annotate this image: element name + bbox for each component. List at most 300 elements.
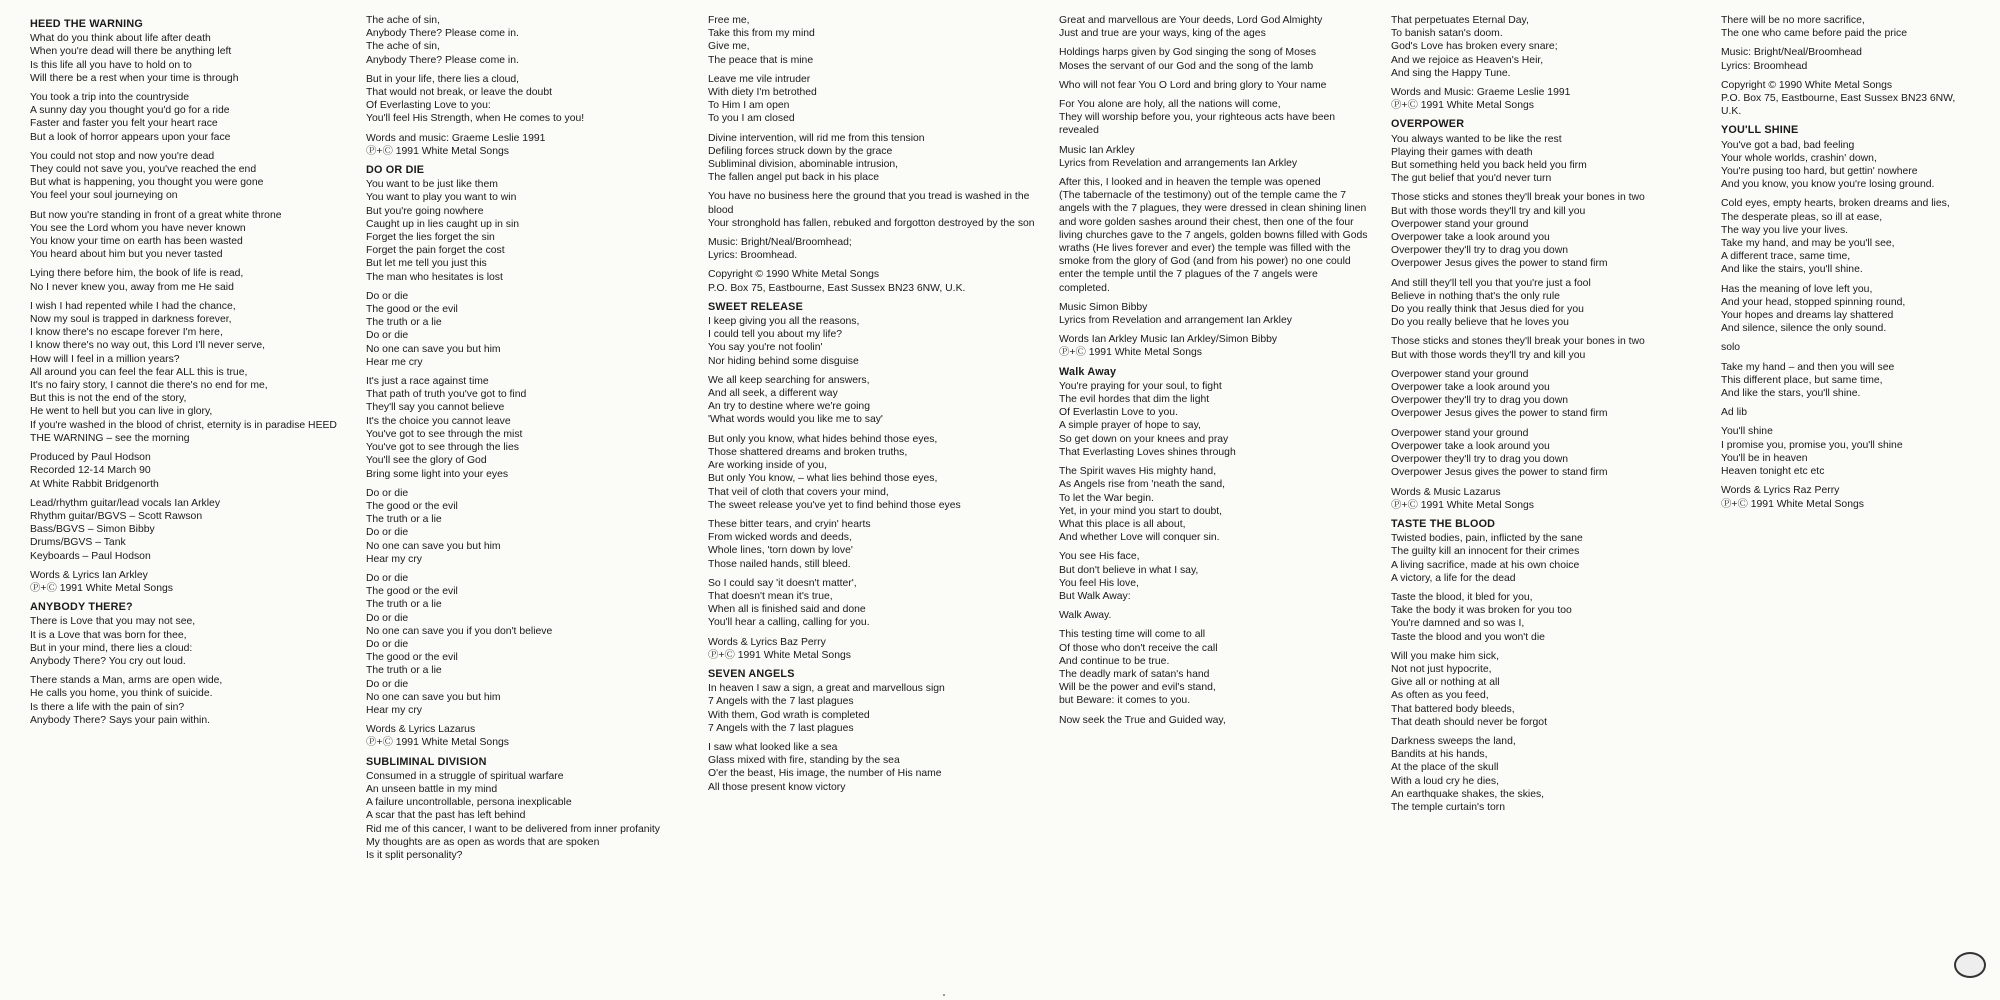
lyric-line: Your stronghold has fallen, rebuked and forgotton destroyed by the son (708, 217, 1035, 229)
verse-block (366, 487, 684, 566)
lyric-line: And you know, you know you're losing ground. (1721, 179, 1935, 191)
lyric-line: Keyboards – Paul Hodson (30, 550, 151, 562)
lyric-line: You know your time on earth has been wasted (30, 236, 243, 248)
verse-block (1721, 361, 1956, 401)
lyric-line: You've got a bad, bad feeling (1721, 139, 1855, 151)
verse-block (1721, 406, 1956, 419)
lyric-line: You feel His love, (1059, 577, 1139, 589)
verse-block (1721, 425, 1956, 478)
song-title: TASTE THE BLOOD (1391, 517, 1496, 530)
lyric-line: No one can save you but him (366, 540, 501, 552)
lyric-line: But let me tell you just this (366, 258, 487, 270)
lyric-line: Rhythm guitar/BGVS – Scott Rawson (30, 510, 203, 522)
verse-block (708, 268, 1039, 294)
song-title: ANYBODY THERE? (30, 601, 133, 614)
verse-block (708, 190, 1039, 230)
lyric-line: Recorded 12-14 March 90 (30, 465, 151, 477)
lyric-line: Of those who don't receive the call (1059, 642, 1218, 654)
lyric-line: Copyright © 1990 White Metal Songs (1721, 79, 1893, 91)
lyrics-column-1 (30, 14, 360, 990)
lyric-line: And all seek, a different way (708, 388, 838, 400)
lyric-line: Do or die (366, 572, 409, 584)
lyric-line: You took a trip into the countryside (30, 92, 190, 104)
lyric-line: No one can save you if you don't believe (366, 625, 553, 637)
lyric-line: He calls you home, you think of suicide. (30, 688, 213, 700)
lyric-line: But don't believe in what I say, (1059, 564, 1199, 576)
lyric-line: The desperate pleas, so ill at ease, (1721, 211, 1883, 223)
verse-block (30, 674, 346, 727)
song-section (708, 301, 1039, 368)
lyric-line: No one can save you but him (366, 691, 501, 703)
lyric-line: That path of truth you've got to find (366, 389, 527, 401)
lyric-line: At the place of the skull (1391, 762, 1499, 774)
song-section (366, 164, 684, 284)
verse-block (1059, 333, 1371, 359)
lyric-line: And still they'll tell you that you're just a fool (1391, 277, 1591, 289)
lyric-line: Your hopes and dreams lay shattered (1721, 310, 1894, 322)
lyric-line: That veil of cloth that covers your mind, (708, 486, 889, 498)
lyric-line: Forget the pain forget the cost (366, 245, 505, 257)
verse-block (1059, 550, 1371, 603)
lyric-line: But in your mind, there lies a cloud: (30, 642, 193, 654)
verse-block (1391, 277, 1701, 330)
lyric-line: Anybody There? Please come in. (366, 28, 519, 40)
verse-block (708, 636, 1039, 662)
lyric-line: Music Simon Bibby (1059, 301, 1148, 313)
lyric-line: As often as you feed, (1391, 690, 1489, 702)
lyric-line: Now seek the True and Guided way, (1059, 714, 1226, 726)
lyric-line: Overpower they'll try to drag you down (1391, 245, 1568, 257)
lyric-line: Lead/rhythm guitar/lead vocals Ian Arkley (30, 497, 221, 509)
lyric-line: The fallen angel put back in his place (708, 172, 879, 184)
lyric-line: With a loud cry he dies, (1391, 775, 1499, 787)
verse-block (1059, 98, 1371, 138)
lyric-line: Ⓟ+Ⓒ 1991 White Metal Songs (366, 737, 509, 749)
verse-block (1391, 486, 1701, 512)
lyric-line: You feel your soul journeying on (30, 190, 178, 202)
lyric-line: Music Ian Arkley (1059, 144, 1135, 156)
lyric-line: 'What words would you like me to say' (708, 414, 883, 426)
verse-block (1059, 609, 1371, 622)
lyric-line: Words & Music Lazarus (1391, 486, 1501, 498)
lyric-line: No I never knew you, away from me He said (30, 281, 234, 293)
lyric-line: It's no fairy story, I cannot die there's no end for me, (30, 380, 268, 392)
lyric-line: And we rejoice as Heaven's Heir, (1391, 54, 1544, 66)
lyric-line: but Beware: it comes to you. (1059, 695, 1191, 707)
lyric-line: Anybody There? Says your pain within. (30, 714, 211, 726)
lyric-line: Heaven tonight etc etc (1721, 466, 1825, 478)
lyric-line: To you I am closed (708, 113, 795, 125)
lyric-line: Consumed in a struggle of spiritual warfare (366, 770, 564, 782)
lyric-line: Those sticks and stones they'll break your bones in two (1391, 336, 1645, 348)
song-title: OVERPOWER (1391, 118, 1465, 131)
lyric-line: They could not save you, you've reached the end (30, 164, 257, 176)
lyric-line: Your whole worlds, crashin' down, (1721, 152, 1877, 164)
lyric-line: No one can save you but him (366, 343, 501, 355)
lyric-line: It's just a race against time (366, 376, 489, 388)
verse-block (1059, 714, 1371, 727)
song-section (1721, 124, 1956, 191)
lyric-line: Do or die (366, 487, 409, 499)
lyric-line: Taste the blood, it bled for you, (1391, 591, 1533, 603)
lyric-line: Hear my cry (366, 553, 422, 565)
lyric-line: But a look of horror appears upon your face (30, 131, 231, 143)
verse-block (1721, 484, 1956, 510)
lyric-line: That battered body bleeds, (1391, 703, 1515, 715)
verse-block (708, 132, 1039, 185)
lyric-line: The evil hordes that dim the light (1059, 394, 1210, 406)
lyric-line: You always wanted to be like the rest (1391, 133, 1562, 145)
lyric-line: But now you're standing in front of a great white throne (30, 209, 282, 221)
lyrics-column-6 (1715, 14, 1970, 990)
lyric-line: Those nailed hands, still bleed. (708, 558, 851, 570)
song-section (1391, 118, 1701, 185)
lyric-line: You say you're not foolin' (708, 342, 823, 354)
lyric-line: Music: Bright/Neal/Broomhead; (708, 237, 852, 249)
lyric-line: All around you can feel the fear ALL this is true, (30, 366, 248, 378)
lyric-line: In heaven I saw a sign, a great and marvellous sign (708, 683, 945, 695)
lyric-line: Do or die (366, 527, 409, 539)
lyric-line: All those present know victory (708, 781, 846, 793)
lyric-line: A different trace, same time, (1721, 251, 1851, 263)
lyric-line: You could not stop and now you're dead (30, 150, 215, 162)
lyric-line: And sing the Happy Tune. (1391, 67, 1511, 79)
lyric-line: A sunny day you thought you'd go for a ride (30, 105, 230, 117)
lyric-line: Bass/BGVS – Simon Bibby (30, 524, 155, 536)
lyric-line: There stands a Man, arms are open wide, (30, 675, 223, 687)
lyric-line: Anybody There? Please come in. (366, 54, 519, 66)
lyric-line: But with those words they'll try and kill you (1391, 205, 1586, 217)
verse-block (30, 497, 346, 563)
lyric-line: That death should never be forgot (1391, 716, 1547, 728)
verse-block (1721, 197, 1956, 276)
song-title: YOU'LL SHINE (1721, 124, 1799, 137)
lyric-line: Walk Away. (1059, 610, 1112, 622)
lyric-line: Bring some light into your eyes (366, 468, 509, 480)
verse-block (366, 14, 684, 67)
lyric-line: O'er the beast, His image, the number of His name (708, 768, 942, 780)
lyric-line: They'll say you cannot believe (366, 402, 505, 414)
lyric-line: P.O. Box 75, Eastbourne, East Sussex BN23 6NW, U.K. (1721, 93, 1956, 118)
lyric-line: He went to hell but you can live in glory, (30, 406, 213, 418)
verse-block (708, 433, 1039, 512)
lyric-line: And like the stairs, you'll shine. (1721, 264, 1863, 276)
lyrics-column-5 (1385, 14, 1715, 990)
song-section (1391, 518, 1701, 585)
lyric-line: Will be the power and evil's stand, (1059, 682, 1216, 694)
verse-block (1391, 427, 1701, 480)
lyric-line: Ⓟ+Ⓒ 1991 White Metal Songs (1391, 499, 1534, 511)
song-title: SEVEN ANGELS (708, 667, 795, 680)
lyric-line: The deadly mark of satan's hand (1059, 668, 1210, 680)
lyric-line: But something held you back held you firm (1391, 160, 1587, 172)
lyric-line: Overpower stand your ground (1391, 368, 1529, 380)
lyric-line: Words Ian Arkley Music Ian Arkley/Simon Bibby (1059, 334, 1278, 346)
lyric-line: You'll be in heaven (1721, 452, 1808, 464)
lyric-line: With them, God wrath is completed (708, 709, 870, 721)
lyric-line: Nor hiding behind some disguise (708, 355, 859, 367)
lyric-line: Give all or nothing at all (1391, 677, 1500, 689)
song-title: SWEET RELEASE (708, 300, 803, 313)
lyric-line: How will I feel in a million years? (30, 353, 180, 365)
lyrics-column-4 (1053, 14, 1385, 990)
song-title: DO OR DIE (366, 164, 425, 177)
lyric-line: Ⓟ+Ⓒ 1991 White Metal Songs (1391, 100, 1534, 112)
lyric-line: A failure uncontrollable, persona inexplicable (366, 797, 572, 809)
lyric-line: Defiling forces struck down by the grace (708, 145, 893, 157)
verse-block (1059, 144, 1371, 170)
lyric-line: Darkness sweeps the land, (1391, 735, 1516, 747)
lyric-line: Will there be a rest when your time is through (30, 72, 239, 84)
verse-block (1059, 46, 1371, 72)
lyric-line: Now my soul is trapped in darkness forever, (30, 314, 232, 326)
lyric-line: The man who hesitates is lost (366, 271, 503, 283)
verse-block (30, 150, 346, 203)
lyric-line: But what is happening, you thought you were gone (30, 177, 264, 189)
lyric-line: Holdings harps given by God singing the song of Moses (1059, 47, 1317, 59)
lyric-line: Lying there before him, the book of life is read, (30, 268, 244, 280)
lyric-line: There is Love that you may not see, (30, 616, 196, 628)
lyric-line: Believe in nothing that's the only rule (1391, 290, 1560, 302)
lyric-line: You see His face, (1059, 551, 1140, 563)
lyric-line: Will you make him sick, (1391, 650, 1499, 662)
lyric-line: Of Everlastin Love to you. (1059, 407, 1178, 419)
lyric-line: 7 Angels with the 7 last plagues (708, 696, 854, 708)
lyric-line: To banish satan's doom. (1391, 28, 1503, 40)
verse-block (366, 132, 684, 158)
verse-block (1391, 86, 1701, 112)
lyric-line: You want to play you want to win (366, 192, 517, 204)
verse-block (1721, 79, 1956, 119)
lyric-line: It is a Love that was born for thee, (30, 629, 187, 641)
verse-block (1721, 46, 1956, 72)
lyric-line: solo (1721, 342, 1741, 354)
verse-block (1721, 283, 1956, 336)
lyric-line: Glass mixed with fire, standing by the sea (708, 755, 900, 767)
logo-stamp-icon (1954, 952, 1986, 978)
lyric-line: Subliminal division, abominable intrusion, (708, 159, 899, 171)
lyric-line: You see the Lord whom you have never known (30, 222, 246, 234)
lyric-line: A victory, a life for the dead (1391, 572, 1516, 584)
lyric-line: Lyrics from Revelation and arrangements Ian Arkley (1059, 157, 1298, 169)
lyric-line: Rid me of this cancer, I want to be delivered from inner profanity (366, 823, 660, 835)
lyric-line: I promise you, promise you, you'll shine (1721, 439, 1903, 451)
lyric-line: Overpower take a look around you (1391, 440, 1550, 452)
song-section (1059, 366, 1371, 459)
lyric-line: The gut belief that you'd never turn (1391, 173, 1552, 185)
lyric-line: God's Love has broken every snare; (1391, 41, 1558, 53)
verse-block (1391, 335, 1701, 361)
lyric-line: You're pusing too hard, but gettin' nowhere (1721, 166, 1918, 178)
lyric-line: Not not just hypocrite, (1391, 663, 1492, 675)
lyrics-column-2 (360, 14, 698, 990)
lyric-line: Lyrics: Broomhead. (708, 250, 798, 262)
verse-block (708, 518, 1039, 571)
lyric-line: Anybody There? You cry out loud. (30, 655, 186, 667)
lyric-line: You've got to see through the lies (366, 442, 519, 454)
lyric-line: A scar that the past has left behind (366, 810, 526, 822)
lyric-line: And silence, silence the only sound. (1721, 323, 1887, 335)
lyric-line: But only you know, what hides behind those eyes, (708, 433, 938, 445)
song-section (708, 668, 1039, 735)
lyric-line: That doesn't mean it's true, (708, 590, 833, 602)
lyric-line: 7 Angels with the 7 last plagues (708, 722, 854, 734)
lyric-line: The one who came before paid the price (1721, 28, 1907, 40)
lyric-line: Those shattered dreams and broken truths, (708, 446, 908, 458)
lyric-line: A simple prayer of hope to say, (1059, 420, 1201, 432)
lyric-line: Caught up in lies caught up in sin (366, 218, 520, 230)
lyric-line: Produced by Paul Hodson (30, 452, 151, 464)
lyric-line: The truth or a lie (366, 665, 442, 677)
lyric-line: That Everlasting Loves shines through (1059, 446, 1236, 458)
lyric-line: Bandits at his hands, (1391, 749, 1488, 761)
verse-block (30, 267, 346, 293)
lyric-line: Words & Lyrics Ian Arkley (30, 569, 148, 581)
verse-block (1059, 465, 1371, 544)
verse-block (1391, 591, 1701, 644)
lyric-line: (The tabernacle of the testimony) out of the temple came the 7 angels with the 7 plagues, they were dressed in clean shining linen and wore golden sashes around their chest, then one of the four living churches gave to the 7 angels, golden bowns filled with Gods wraths (He lives forever and ever) the temple was filled with the smoke from the glory of God (and from his power) no one could enter the temple until the 7 plagues of the 7 angels were completed. (1059, 190, 1368, 294)
lyric-line: Take the body it was broken for you too (1391, 605, 1572, 617)
lyric-line: Do you really think that Jesus died for you (1391, 304, 1584, 316)
lyric-line: Of Everlasting Love to you: (366, 100, 491, 112)
lyric-line: Are working inside of you, (708, 460, 827, 472)
lyric-line: You have no business here the ground that you tread is washed in the blood (708, 191, 1030, 216)
lyric-line: The truth or a lie (366, 317, 442, 329)
lyric-line: Give me, (708, 41, 750, 53)
lyric-line: The truth or a lie (366, 514, 442, 526)
lyric-line: Hear my cry (366, 704, 422, 716)
lyric-line: There will be no more sacrifice, (1721, 15, 1865, 26)
verse-block (366, 375, 684, 481)
lyric-line: Forget the lies forget the sin (366, 232, 495, 244)
lyric-line: You've got to see through the mist (366, 428, 523, 440)
lyric-line: You'll shine (1721, 426, 1773, 438)
lyric-line: Those sticks and stones they'll break your bones in two (1391, 192, 1645, 204)
lyric-line: I know there's no way out, this Lord I'll never serve, (30, 340, 265, 352)
lyric-line: Drums/BGVS – Tank (30, 537, 126, 549)
lyric-line: Overpower stand your ground (1391, 218, 1529, 230)
fold-mark (943, 994, 945, 996)
lyric-line: Ⓟ+Ⓒ 1991 White Metal Songs (1721, 498, 1864, 510)
lyric-line: I keep giving you all the reasons, (708, 316, 860, 328)
lyric-line: To let the War begin. (1059, 492, 1154, 504)
verse-block (1391, 191, 1701, 270)
lyric-line: Just and true are your ways, king of the ages (1059, 28, 1266, 40)
lyric-line: A living sacrifice, made at his own choice (1391, 559, 1580, 571)
verse-block (30, 300, 346, 445)
lyric-line: Moses the servant of our God and the song of the lamb (1059, 60, 1314, 72)
lyric-line: Overpower Jesus gives the power to stand firm (1391, 258, 1608, 270)
lyric-line: You'll feel His Strength, when He comes to you! (366, 113, 585, 125)
verse-block (708, 236, 1039, 262)
lyric-line: Ⓟ+Ⓒ 1991 White Metal Songs (30, 582, 173, 594)
lyric-line: Lyrics from Revelation and arrangement Ian Arkley (1059, 315, 1292, 327)
lyric-line: Words & Lyrics Lazarus (366, 724, 476, 736)
verse-block (1391, 650, 1701, 729)
verse-block (1721, 341, 1956, 354)
lyric-line: The good or the evil (366, 586, 458, 598)
lyric-line: The peace that is mine (708, 54, 814, 66)
lyric-line: This different place, but same time, (1721, 374, 1883, 386)
verse-block (1059, 79, 1371, 92)
song-section (366, 756, 684, 863)
lyric-line: An try to destine where we're going (708, 401, 870, 413)
lyric-line: What do you think about life after death (30, 33, 211, 45)
lyric-line: The sweet release you've yet to find behind those eyes (708, 499, 961, 511)
song-title: SUBLIMINAL DIVISION (366, 755, 487, 768)
verse-block (1059, 301, 1371, 327)
lyric-line: I wish I had repented while I had the chance, (30, 300, 236, 312)
lyric-line: An earthquake shakes, the skies, (1391, 788, 1545, 800)
lyric-line: Cold eyes, empty hearts, broken dreams and lies, (1721, 198, 1950, 210)
song-section (30, 601, 346, 668)
lyric-line: After this, I looked and in heaven the temple was opened (1059, 177, 1321, 189)
lyric-line: Do you really believe that he loves you (1391, 317, 1569, 329)
lyric-line: An unseen battle in my mind (366, 783, 498, 795)
lyric-line: But this is not the end of the story, (30, 393, 187, 405)
lyric-line: And continue to be true. (1059, 655, 1170, 667)
lyric-line: But Walk Away: (1059, 590, 1131, 602)
lyric-line: P.O. Box 75, Eastbourne, East Sussex BN23 6NW, U.K. (708, 282, 966, 294)
lyric-line: So get down on your knees and pray (1059, 433, 1229, 445)
lyric-line: Do or die (366, 638, 409, 650)
lyric-line: You want to be just like them (366, 179, 498, 191)
lyric-line: You're praying for your soul, to fight (1059, 380, 1222, 392)
lyric-line: We all keep searching for answers, (708, 374, 870, 386)
lyric-line: The good or the evil (366, 304, 458, 316)
lyric-line: Do or die (366, 678, 409, 690)
lyric-line: You'll hear a calling, calling for you. (708, 617, 870, 629)
lyric-line: I could tell you about my life? (708, 329, 842, 341)
lyric-line: My thoughts are as open as words that are spoken (366, 836, 600, 848)
lyric-line: But you're going nowhere (366, 205, 484, 217)
song-section (30, 18, 346, 85)
lyric-line: Overpower Jesus gives the power to stand firm (1391, 467, 1608, 479)
lyric-line: For You alone are holy, all the nations will come, (1059, 99, 1281, 111)
lyric-line: Take my hand – and then you will see (1721, 361, 1895, 373)
lyric-line: Divine intervention, will rid me from this tension (708, 132, 925, 144)
verse-block (708, 741, 1039, 794)
lyrics-column-3 (698, 14, 1053, 990)
lyric-line: Overpower they'll try to drag you down (1391, 395, 1568, 407)
verse-block (1391, 368, 1701, 421)
lyric-line: But with those words they'll try and kill you (1391, 349, 1586, 361)
verse-block (30, 569, 346, 595)
lyric-line: Do or die (366, 290, 409, 302)
lyric-line: When you're dead will there be anything left (30, 46, 232, 58)
lyric-line: Words and Music: Graeme Leslie 1991 (1391, 87, 1571, 99)
lyric-line: Take this from my mind (708, 28, 815, 40)
verse-block (30, 209, 346, 262)
lyric-line: And like the stars, you'll shine. (1721, 388, 1861, 400)
lyric-line: Ad lib (1721, 407, 1747, 419)
lyric-line: You'll see the glory of God (366, 455, 487, 467)
lyric-line: Great and marvellous are Your deeds, Lord God Almighty (1059, 15, 1323, 26)
lyric-line: I know there's no escape forever I'm here, (30, 327, 223, 339)
lyric-line: The Spirit waves His mighty hand, (1059, 466, 1217, 478)
verse-block (366, 572, 684, 717)
lyric-line: To Him I am open (708, 100, 790, 112)
lyric-line: Taste the blood and you won't die (1391, 631, 1545, 643)
lyric-line: Playing their games with death (1391, 146, 1533, 158)
lyric-line: If you're washed in the blood of christ, eternity is in paradise HEED THE WARNING – see the morning (30, 419, 337, 444)
lyric-line: The good or the evil (366, 500, 458, 512)
verse-block (30, 451, 346, 491)
lyric-line: And whether Love will conquer sin. (1059, 532, 1220, 544)
lyric-line: And your head, stopped spinning round, (1721, 296, 1906, 308)
lyric-line: You heard about him but you never tasted (30, 249, 223, 261)
lyric-line: Do or die (366, 330, 409, 342)
